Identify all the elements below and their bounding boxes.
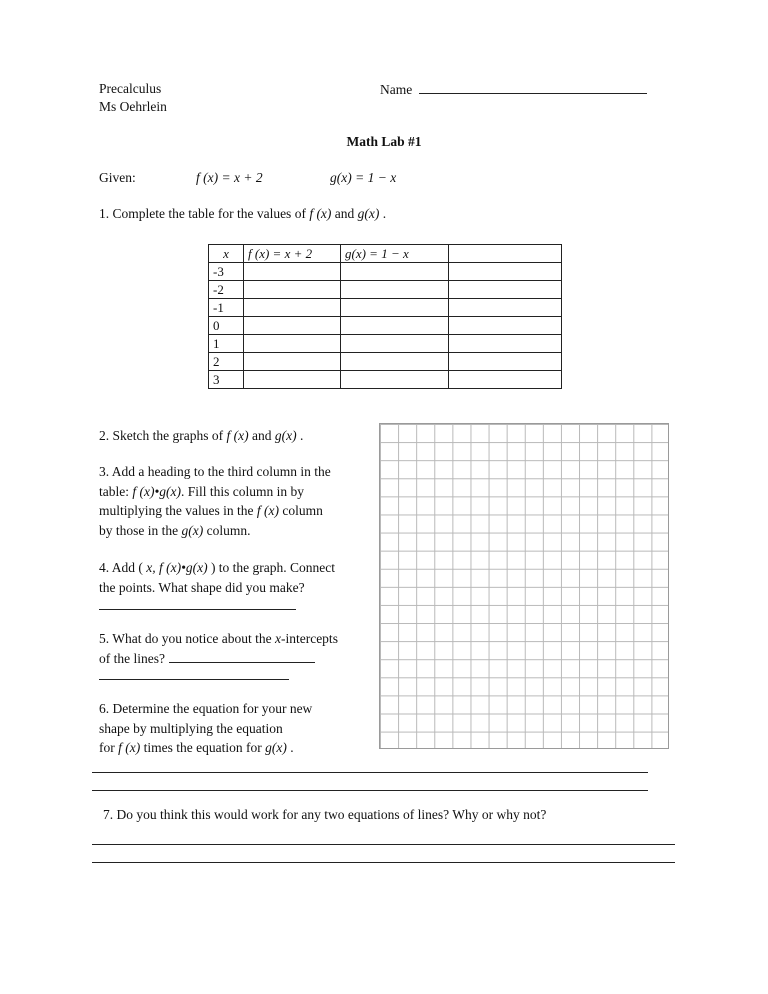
table-row bbox=[209, 335, 562, 353]
f-cell[interactable] bbox=[244, 263, 341, 281]
q1-g: g(x) bbox=[357, 206, 380, 221]
q6-answer-line-1[interactable] bbox=[92, 772, 648, 773]
f-cell[interactable] bbox=[244, 299, 341, 317]
x-cell: 3 bbox=[209, 371, 244, 389]
q3-g: g(x) bbox=[181, 522, 204, 538]
q6-line-2: shape by multiplying the equation bbox=[99, 720, 283, 736]
q2-g: g(x) bbox=[274, 428, 297, 443]
table-row bbox=[209, 353, 562, 371]
q4-text: 4. Add ( bbox=[99, 560, 147, 575]
q1-end: . bbox=[379, 206, 387, 221]
product-cell[interactable] bbox=[449, 299, 562, 317]
q6-f: f (x) bbox=[118, 740, 141, 755]
table-row bbox=[209, 299, 562, 317]
header-blank[interactable] bbox=[449, 245, 562, 263]
q7-answer-line-2[interactable] bbox=[92, 862, 675, 863]
product-cell[interactable] bbox=[449, 317, 562, 335]
q6-line-3 bbox=[99, 738, 312, 758]
q5-text: of the lines? bbox=[99, 650, 165, 666]
f-cell[interactable] bbox=[244, 353, 341, 371]
q4-text: ) to the graph. Connect bbox=[207, 560, 336, 575]
x-cell: 2 bbox=[209, 353, 244, 371]
q3-f: f (x) bbox=[256, 503, 279, 518]
q3-line-3 bbox=[99, 501, 331, 521]
table-header-row bbox=[209, 245, 562, 263]
g-cell[interactable] bbox=[341, 281, 449, 299]
q1-and: and bbox=[331, 206, 358, 221]
header-g: g(x) = 1 − x bbox=[341, 245, 449, 263]
q5-line-2 bbox=[99, 649, 338, 669]
g-cell[interactable] bbox=[341, 371, 449, 389]
q3-text: . Fill this column in by bbox=[180, 483, 304, 499]
q3-text: table: bbox=[99, 483, 133, 499]
x-cell: -3 bbox=[209, 263, 244, 281]
product-cell[interactable] bbox=[449, 371, 562, 389]
q6-text: times the equation for bbox=[140, 740, 266, 755]
f-cell[interactable] bbox=[244, 371, 341, 389]
q5-blank[interactable] bbox=[169, 650, 315, 663]
x-cell: -2 bbox=[209, 281, 244, 299]
q3-text: by those in the bbox=[99, 522, 182, 538]
q6-text: for bbox=[99, 740, 119, 755]
course-label: Precalculus bbox=[99, 81, 162, 96]
name-field[interactable] bbox=[380, 81, 647, 98]
q4-point: x, f (x)•g(x) bbox=[146, 560, 208, 575]
q1-text: 1. Complete the table for the values of bbox=[99, 206, 310, 221]
name-blank[interactable] bbox=[419, 81, 647, 94]
q3-line-2 bbox=[99, 482, 331, 502]
q3-text: column. bbox=[203, 522, 251, 538]
header-f: f (x) = x + 2 bbox=[244, 245, 341, 263]
q3-text: multiplying the values in the bbox=[99, 503, 257, 518]
product-cell[interactable] bbox=[449, 335, 562, 353]
q6-text: . bbox=[286, 740, 294, 755]
table-row bbox=[209, 371, 562, 389]
q2-and: and bbox=[248, 428, 275, 443]
q4-line-1 bbox=[99, 558, 335, 578]
g-cell[interactable] bbox=[341, 263, 449, 281]
q5-text: 5. What do you notice about the bbox=[99, 631, 275, 646]
f-definition: f (x) = x + 2 bbox=[196, 170, 263, 185]
q2-text: 2. Sketch the graphs of bbox=[99, 428, 227, 443]
f-cell[interactable] bbox=[244, 335, 341, 353]
question-1 bbox=[99, 206, 386, 222]
table-row bbox=[209, 263, 562, 281]
question-2 bbox=[99, 426, 303, 446]
question-7: 7. Do you think this would work for any two equations of lines? Why or why not? bbox=[103, 807, 547, 822]
g-cell[interactable] bbox=[341, 335, 449, 353]
header-x: x bbox=[209, 245, 244, 263]
given-label: Given: bbox=[99, 170, 136, 185]
q6-line-1: 6. Determine the equation for your new bbox=[99, 701, 313, 716]
g-cell[interactable] bbox=[341, 299, 449, 317]
graph-grid[interactable] bbox=[379, 423, 669, 749]
teacher-label: Ms Oehrlein bbox=[99, 99, 167, 114]
q6-answer-line-2[interactable] bbox=[92, 790, 648, 791]
x-cell: 0 bbox=[209, 317, 244, 335]
q4-line-2: the points. What shape did you make? bbox=[99, 579, 305, 595]
page-title: Math Lab #1 bbox=[346, 134, 422, 149]
question-6 bbox=[99, 699, 312, 758]
product-cell[interactable] bbox=[449, 353, 562, 371]
q5-text: -intercepts bbox=[280, 631, 338, 646]
f-cell[interactable] bbox=[244, 281, 341, 299]
table-row bbox=[209, 281, 562, 299]
q3-line-4 bbox=[99, 521, 331, 541]
question-3 bbox=[99, 462, 331, 540]
question-5 bbox=[99, 629, 338, 668]
q5-x: x bbox=[274, 631, 281, 646]
q4-answer-line[interactable] bbox=[99, 609, 296, 610]
q3-product: f (x)•g(x) bbox=[132, 483, 181, 499]
q5-line-1 bbox=[99, 629, 338, 649]
f-cell[interactable] bbox=[244, 317, 341, 335]
q7-answer-line-1[interactable] bbox=[92, 844, 675, 845]
q6-g: g(x) bbox=[265, 740, 287, 755]
q1-f: f (x) bbox=[309, 206, 332, 221]
g-cell[interactable] bbox=[341, 317, 449, 335]
name-label: Name bbox=[380, 82, 413, 97]
g-definition: g(x) = 1 − x bbox=[330, 170, 397, 185]
product-cell[interactable] bbox=[449, 263, 562, 281]
values-table bbox=[208, 244, 562, 389]
x-cell: 1 bbox=[209, 335, 244, 353]
q3-line-1: 3. Add a heading to the third column in the bbox=[99, 464, 331, 479]
q2-f: f (x) bbox=[226, 428, 249, 443]
question-4 bbox=[99, 558, 335, 597]
q3-text: column bbox=[278, 503, 323, 518]
q5-answer-line[interactable] bbox=[99, 679, 289, 680]
product-cell[interactable] bbox=[449, 281, 562, 299]
x-cell: -1 bbox=[209, 299, 244, 317]
g-cell[interactable] bbox=[341, 353, 449, 371]
q2-end: . bbox=[296, 428, 304, 443]
table-row bbox=[209, 317, 562, 335]
